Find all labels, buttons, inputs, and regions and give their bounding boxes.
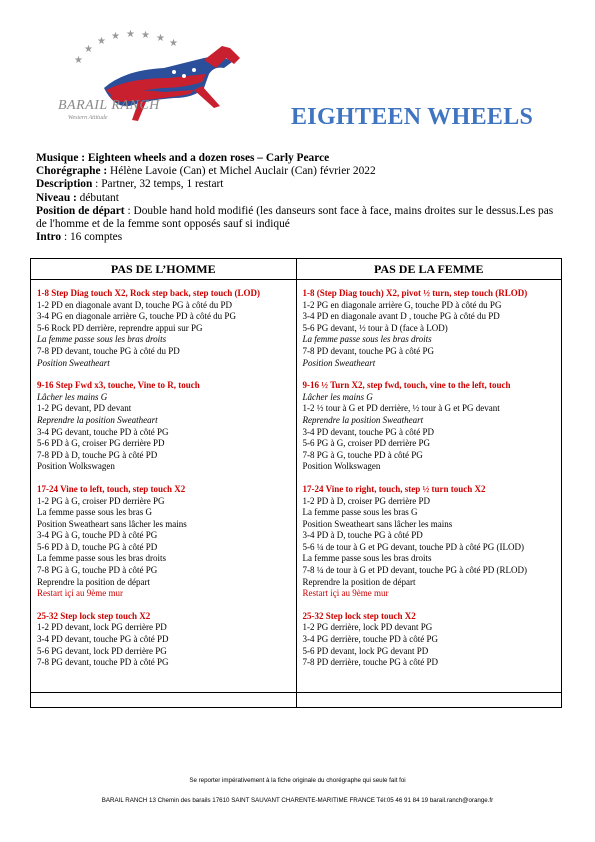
footer-address: BARAIL RANCH 13 Chemin des barails 17610 SAINT SAUVANT CHARENTE-MARITIME FRANCE Tél:05 46 91 84 19 barail.ranch@orange.fr [101,797,494,804]
step-section [303,380,558,473]
step-section-heading: 1-8 (Step Diag touch) X2, pivot ½ turn, step touch (RLOD) [302,288,528,298]
svg-text:★: ★ [74,55,83,66]
step-line: Position Wolkswagen [37,461,115,472]
step-section [303,288,558,369]
homme-column [31,280,297,693]
table-footer-cell-left [31,693,297,708]
step-line: 5-6 PD devant, lock PG devant PD [302,645,429,656]
step-line: 3-4 PD à D, touche PG à côté PD [302,530,423,541]
footer-note: Se reporter impérativement à la fiche originale du chorégraphe qui seule fait foi [189,777,406,784]
step-section [37,611,292,669]
step-section-heading: 1-8 Step Diag touch X2, Rock step back, step touch (LOD) [37,288,261,298]
step-line: Lâcher les mains G [302,391,373,402]
info-intro: Intro : 16 comptes [36,231,123,244]
step-line: 1-2 PG devant, PD devant [37,403,132,414]
steps-table [30,258,562,708]
step-line: 3-4 PD en diagonale avant D , touche PG à côté du PD [302,311,500,322]
step-line: La femme passe sous les bras G [37,507,152,518]
step-line: Position Sweatheart sans lâcher les mains [302,518,453,529]
step-section-heading: 25-32 Step lock step touch X2 [302,610,416,621]
svg-text:★: ★ [169,38,178,49]
dance-info [36,152,556,244]
step-line: 5-6 PG devant, ½ tour à D (face à LOD) [302,322,448,333]
step-line: La femme passe sous les bras G [302,507,418,518]
info-musique: Musique : Eighteen wheels and a dozen roses – Carly Pearce [36,152,330,164]
step-line: Lâcher les mains G [37,391,108,402]
table-footer-cell-right [296,693,562,708]
step-line: 3-4 PG à G, touche PD à côté PG [37,530,158,541]
step-section-heading: 9-16 ½ Turn X2, step fwd, touch, vine to the left, touch [302,380,511,391]
svg-text:★: ★ [84,44,93,55]
step-line: 1-2 PG à G, croiser PD derrière PG [37,495,165,506]
step-line: 3-4 PG derrière, touche PD à côté PG [302,634,438,645]
step-line: 1-2 PG derrière, lock PD devant PG [302,622,433,633]
logo-tagline: Western Attitude [68,115,108,121]
step-line: 7-8 PG devant, touche PD à côté PG [37,657,169,668]
step-line: Reprendre la position Sweatheart [302,414,424,425]
svg-text:★: ★ [141,30,150,41]
step-line: 7-8 ¼ de tour à G et PD devant, touche PG à côté PD (RLOD) [302,565,527,576]
step-line: 5-6 PG devant, lock PD derrière PG [37,645,167,656]
step-section [37,380,292,473]
step-section [303,611,558,669]
step-line: 1-2 ½ tour à G et PD derrière, ½ tour à G et PG devant [302,403,500,414]
step-line: La femme passe sous les bras droits [37,553,166,564]
step-section [37,288,292,369]
homme-header: PAS DE L’HOMME [31,259,297,280]
step-line: La femme passe sous les bras droits [302,553,432,564]
step-line: 1-2 PD devant, lock PG derrière PD [37,622,167,633]
step-line: 3-4 PG devant, touche PD à côté PG [37,426,169,437]
step-line: Position Sweatheart [37,357,110,368]
step-line: Reprendre la position de départ [37,576,150,587]
step-line: 5-6 PG à G, croiser PD derrière PG [302,438,430,449]
step-line: Reprendre la position de départ [302,576,416,587]
femme-column [296,280,562,693]
step-section-heading: 17-24 Vine to right, touch, step ½ turn touch X2 [302,483,486,494]
step-line: La femme passe sous les bras droits [302,334,432,345]
femme-header: PAS DE LA FEMME [296,259,562,280]
step-section [303,484,558,600]
step-line: 7-8 PD devant, touche PG à côté du PD [37,345,180,356]
step-line: Restart içi au 9ème mur [37,588,123,599]
info-choreographe: Chorégraphe : Hélène Lavoie (Can) et Michel Auclair (Can) février 2022 [36,165,376,178]
step-section-heading: 25-32 Step lock step touch X2 [37,610,151,621]
step-line: 1-2 PD en diagonale avant D, touche PG à côté du PD [37,299,232,310]
svg-text:★: ★ [126,29,135,40]
step-line: La femme passe sous les bras droits [37,334,167,345]
step-line: 1-2 PG en diagonale arrière G, touche PD à côté du PG [302,299,502,310]
step-line: 5-6 Rock PD derrière, reprendre appui sur PG [37,322,203,333]
step-line: 7-8 PD derrière, touche PG à côté PD [302,657,438,668]
step-line: 3-4 PD devant, touche PG à côté PD [302,426,434,437]
svg-text:★: ★ [97,36,106,47]
svg-text:★: ★ [111,31,120,42]
step-line: Position Sweatheart [302,357,376,368]
step-section [37,484,292,600]
dance-title: EIGHTEEN WHEELS [291,104,534,130]
step-line: 7-8 PG à G, touche PD à côté PG [302,449,423,460]
info-description: Description : Partner, 32 temps, 1 restart [36,178,224,191]
step-line: 7-8 PD à D, touche PG à côté PD [37,449,158,460]
step-line: 3-4 PG en diagonale arrière G, touche PD à côté du PG [37,311,236,322]
step-line: 5-6 ¼ de tour à G et PG devant, touche PD à côté PG (ILOD) [302,541,524,552]
step-line: Restart içi au 9ème mur [302,588,389,599]
step-line: 7-8 PG à G, touche PD à côté PG [37,565,158,576]
logo-text: BARAIL RANCH [58,98,160,113]
step-line: 1-2 PD à D, croiser PG derrière PD [302,495,430,506]
step-section-heading: 17-24 Vine to left, touch, step touch X2 [37,483,186,494]
svg-text:★: ★ [156,33,165,44]
step-line: 5-6 PD à D, touche PG à côté PD [37,541,158,552]
step-line: Reprendre la position Sweatheart [37,414,158,425]
barail-ranch-logo [44,28,254,128]
step-line: 5-6 PD à G, croiser PG derrière PD [37,438,165,449]
step-line: 7-8 PD devant, touche PG à côté PG [302,345,434,356]
info-position: Position de départ : Double hand hold modifié (les danseurs sont face à face, mains droites sur le dessus.Les pas de l'homme et de la femme sont opposés sauf si indiqué [36,204,554,231]
step-line: 3-4 PD devant, touche PG à côté PD [37,634,169,645]
info-niveau: Niveau : débutant [36,191,119,204]
step-section-heading: 9-16 Step Fwd x3, touche, Vine to R, touch [37,380,200,391]
step-line: Position Sweatheart sans lâcher les mains [37,518,187,529]
step-line: Position Wolkswagen [302,461,381,472]
